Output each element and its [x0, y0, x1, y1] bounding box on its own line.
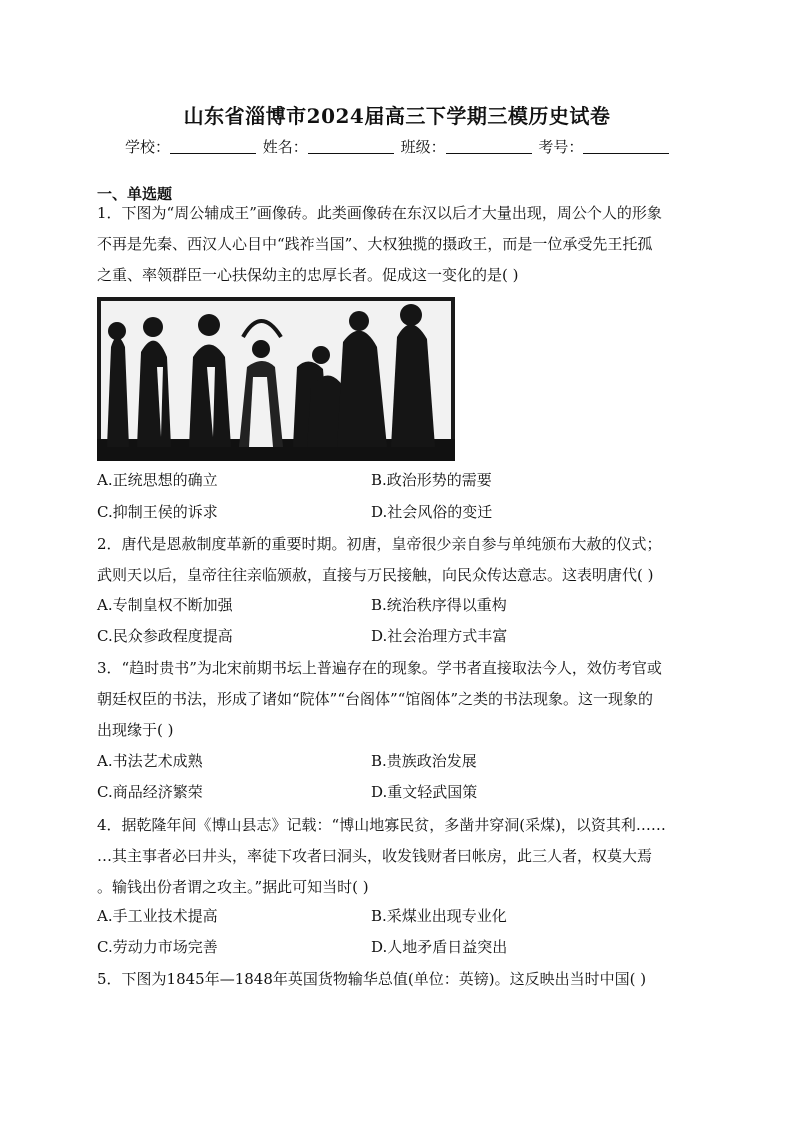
option-3a[interactable]: A.书法艺术成熟	[97, 752, 203, 770]
option-3d[interactable]: D.重文轻武国策	[371, 783, 478, 801]
question-line: 不再是先秦、西汉人心目中“践祚当国”、大权独揽的摄政王，而是一位承受先王托孤	[97, 235, 653, 253]
question-1	[97, 198, 697, 291]
option-2b[interactable]: B.统治秩序得以重构	[371, 596, 507, 614]
question-line: 5．下图为1845年—1848年英国货物输华总值(单位：英镑)。这反映出当时中国( )	[97, 970, 647, 988]
page-title: 山东省淄博市2024届高三下学期三模历史试卷	[183, 104, 611, 128]
question-line: 2．唐代是恩赦制度革新的重要时期。初唐，皇帝很少亲自参与单纯颁布大赦的仪式；	[97, 535, 662, 553]
question-line: 。输钱出份者谓之攻主。”据此可知当时( )	[97, 878, 369, 896]
option-3c[interactable]: C.商品经济繁荣	[97, 783, 203, 801]
name-blank[interactable]	[308, 139, 394, 154]
option-3b[interactable]: B.贵族政治发展	[371, 752, 477, 770]
option-4c[interactable]: C.劳动力市场完善	[97, 938, 218, 956]
option-1d[interactable]: D.社会风俗的变迁	[371, 503, 493, 521]
student-info-line	[125, 136, 671, 157]
school-label: 学校：	[125, 138, 171, 156]
name-label: 姓名：	[262, 138, 308, 156]
question-3	[97, 653, 697, 746]
option-2c[interactable]: C.民众参政程度提高	[97, 627, 233, 645]
question-line: 1．下图为“周公辅成王”画像砖。此类画像砖在东汉以后才大量出现，周公个人的形象	[97, 204, 662, 222]
option-4a[interactable]: A.手工业技术提高	[97, 907, 218, 925]
question-5	[97, 964, 697, 995]
question-line: 武则天以后，皇帝往往亲临颁赦，直接与万民接触，向民众传达意志。这表明唐代( )	[97, 566, 654, 584]
option-1c[interactable]: C.抑制王侯的诉求	[97, 503, 218, 521]
number-label: 考号：	[538, 138, 584, 156]
question-line: 之重、率领群臣一心扶保幼主的忠厚长者。促成这一变化的是( )	[97, 266, 519, 284]
option-4b[interactable]: B.采煤业出现专业化	[371, 907, 507, 925]
question-2	[97, 529, 697, 591]
option-1b[interactable]: B.政治形势的需要	[371, 471, 492, 489]
option-4d[interactable]: D.人地矛盾日益突出	[371, 938, 508, 956]
option-2a[interactable]: A.专制皇权不断加强	[97, 596, 233, 614]
question-line: 出现缘于( )	[97, 721, 174, 739]
section-heading: 一、单选题	[97, 185, 173, 203]
question-line: 4．据乾隆年间《博山县志》记载：“博山地寡民贫，多凿井穿洞(采煤)，以资其利……	[97, 816, 666, 834]
class-blank[interactable]	[446, 139, 532, 154]
question-line: 朝廷权臣的书法，形成了诸如“院体”“台阁体”“馆阁体”之类的书法现象。这一现象的	[97, 690, 654, 708]
stone-relief-image	[97, 297, 455, 461]
option-2d[interactable]: D.社会治理方式丰富	[371, 627, 508, 645]
class-label: 班级：	[400, 138, 446, 156]
school-blank[interactable]	[170, 139, 256, 154]
question-4	[97, 810, 697, 903]
option-1a[interactable]: A.正统思想的确立	[97, 471, 218, 489]
number-blank[interactable]	[583, 139, 669, 154]
question-line: …其主事者必曰井头，率徒下攻者曰洞头，收发钱财者曰帐房，此三人者，权莫大焉	[97, 847, 653, 865]
relief-figures-illustration	[97, 297, 455, 461]
question-line: 3．“趋时贵书”为北宋前期书坛上普遍存在的现象。学书者直接取法今人，效仿考官或	[97, 659, 662, 677]
